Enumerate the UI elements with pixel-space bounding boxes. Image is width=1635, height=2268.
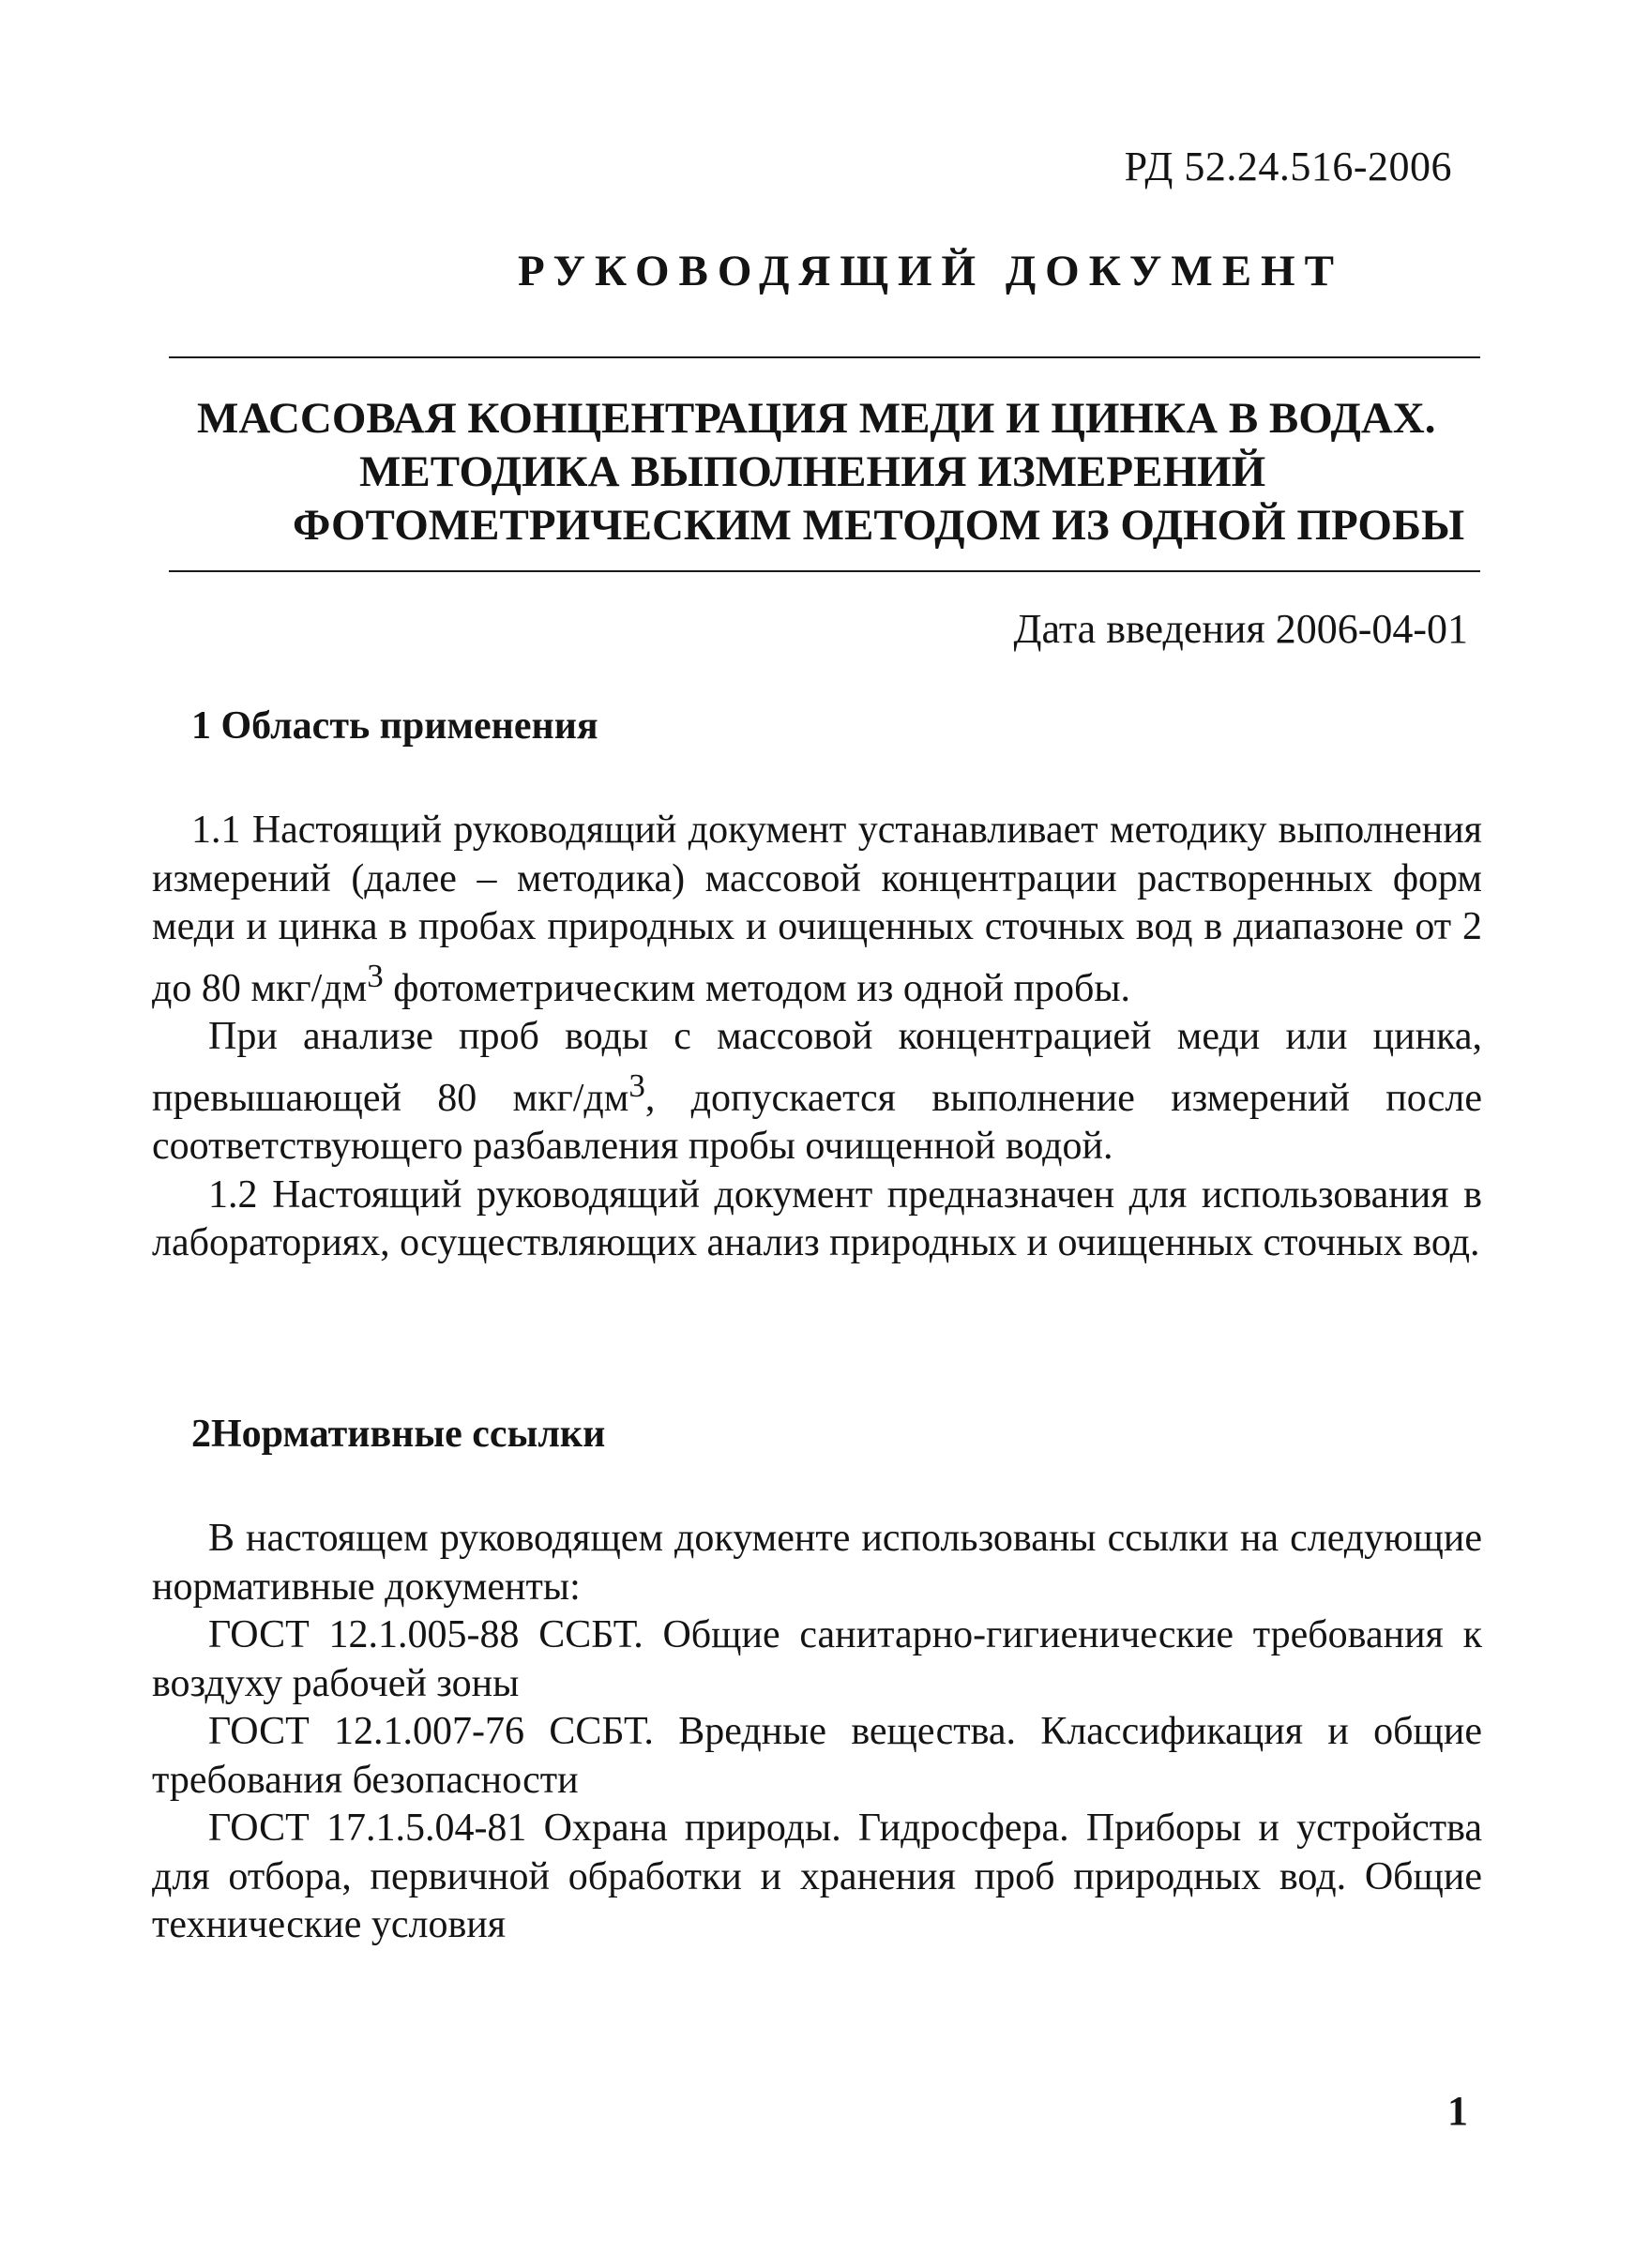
paragraph-1-1-tail: фотометрическим методом из одной пробы. (383, 966, 1131, 1010)
page-number: 1 (1447, 2088, 1468, 2134)
document-title (169, 392, 1480, 552)
superscript-3: 3 (628, 1066, 645, 1104)
document-code: РД 52.24.516-2006 (1124, 144, 1452, 189)
paragraph-1-1 (152, 807, 1482, 1013)
section-2-heading: 2Нормативные ссылки (191, 1413, 606, 1456)
paragraph-1-2: 1.2 Настоящий руководящий документ предназначен для использования в лабораториях, осуществляющих анализ природных и очищенных сточных вод. (152, 1172, 1482, 1264)
title-top-rule (169, 356, 1480, 358)
superscript-3: 3 (367, 957, 384, 994)
title-line-1: МАССОВАЯ КОНЦЕНТРАЦИЯ МЕДИ И ЦИНКА В ВОДАХ. (197, 394, 1436, 443)
reference-item: ГОСТ 12.1.005-88 ССБТ. Общие санитарно-гигиенические требования к воздуху рабочей зоны (152, 1613, 1482, 1705)
paragraph-1-1-text: 1.1 Настоящий руководящий документ устанавливает методику выполнения измерений (далее – методика) массовой концентрации растворенных форм меди и цинка в пробах природных и очищенных сточных вод в диапазоне от 2 до 80 мкг/дм (152, 809, 1482, 1010)
reference-item: ГОСТ 17.1.5.04-81 Охрана природы. Гидросфера. Приборы и устройства для отбора, первичной обработки и хранения проб природных вод. Общие технические условия (152, 1807, 1482, 1946)
paragraph-note-text: При анализе проб воды с массовой концентрацией меди или цинка, превышающей 80 мкг/дм (152, 1015, 1482, 1120)
document-type-heading: РУКОВОДЯЩИЙ ДОКУМЕНТ (518, 247, 1343, 295)
introduction-date: Дата введения 2006-04-01 (1013, 606, 1468, 652)
paragraph-note-tail: , допускается выполнение измерений после соответствующего разбавления пробы очищенной водой. (152, 1076, 1482, 1168)
section-2-intro: В настоящем руководящем документе использованы ссылки на следующие нормативные документы: (152, 1517, 1482, 1609)
reference-item: ГОСТ 12.1.007-76 ССБТ. Вредные вещества. Классификация и общие требования безопасности (152, 1710, 1482, 1802)
title-line-3: ФОТОМЕТРИЧЕСКИМ МЕТОДОМ ИЗ ОДНОЙ ПРОБЫ (293, 501, 1465, 550)
title-bottom-rule (169, 570, 1480, 572)
paragraph-1-1-note (152, 1013, 1482, 1172)
section-1-body (152, 807, 1482, 1268)
section-2-body (152, 1515, 1482, 1950)
title-line-2: МЕТОДИКА ВЫПОЛНЕНИЯ ИЗМЕРЕНИЙ (359, 447, 1266, 496)
section-1-heading: 1 Область применения (191, 704, 598, 748)
